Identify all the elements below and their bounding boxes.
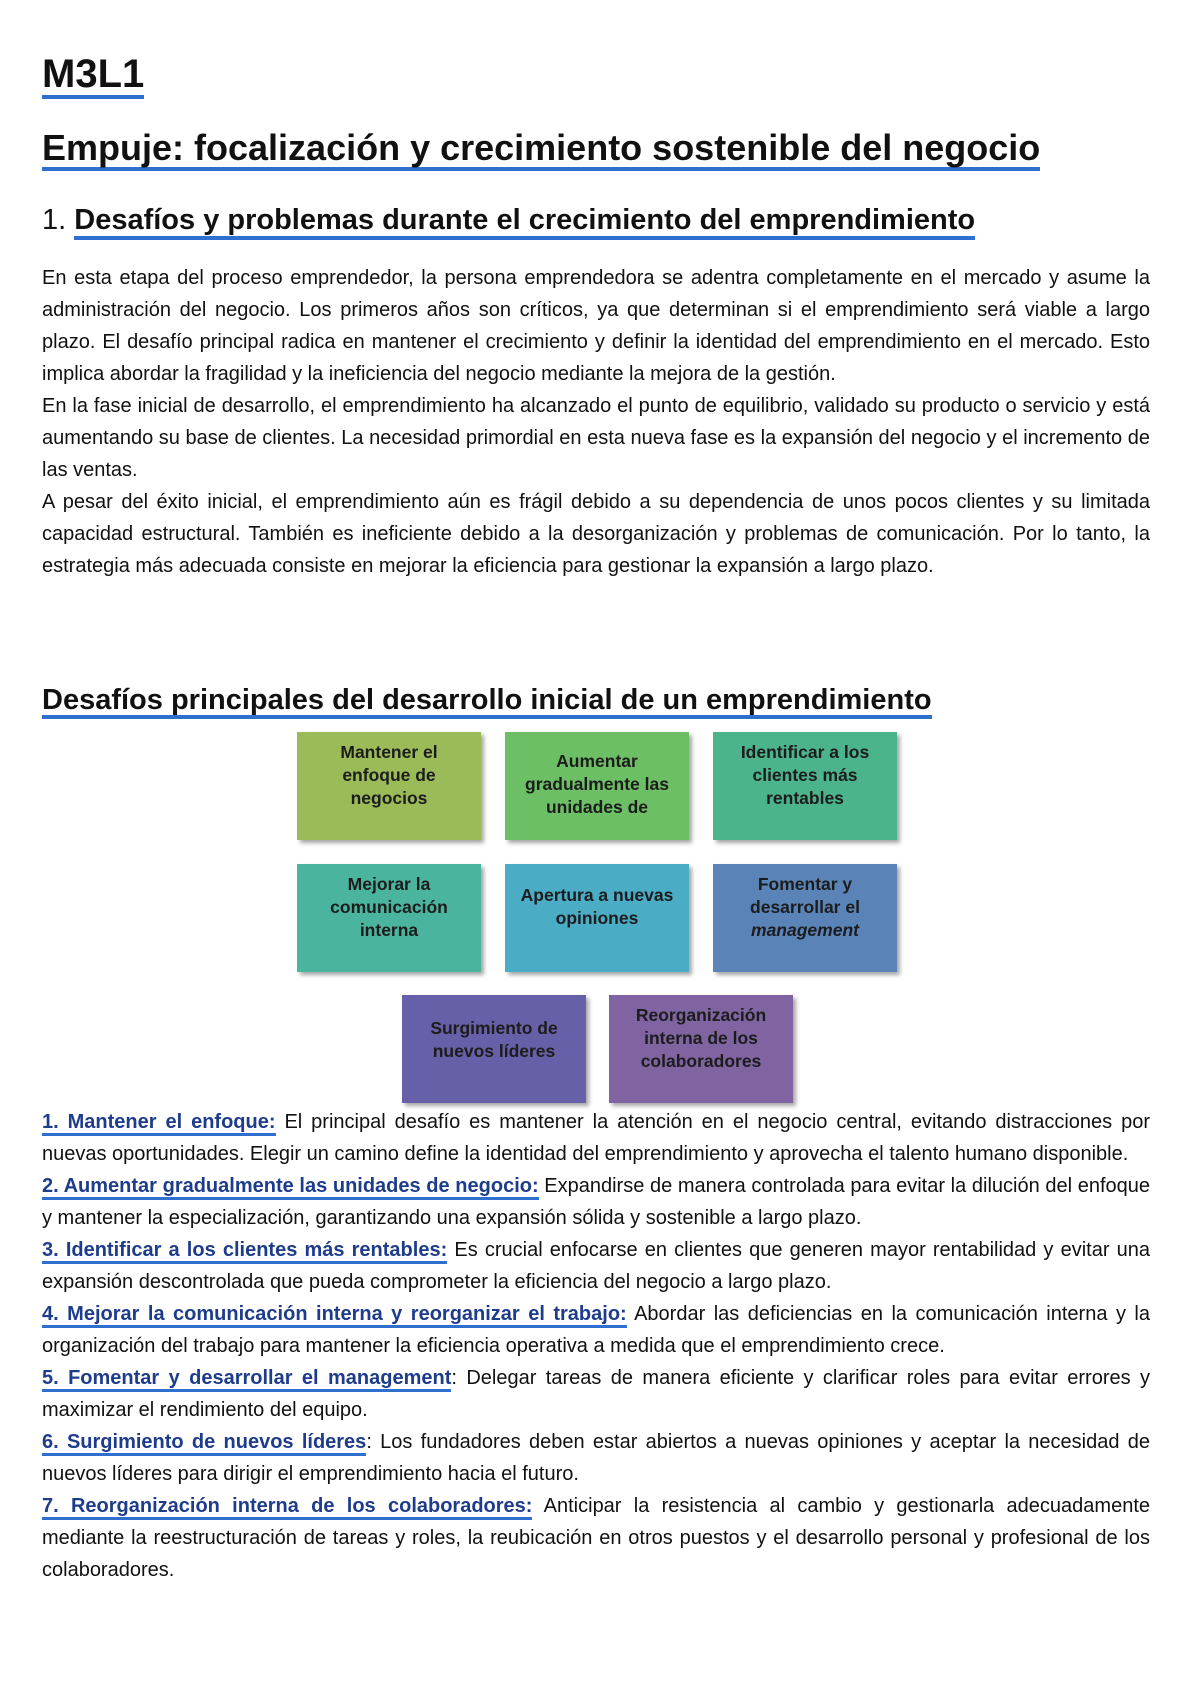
- list-item-label: 4. Mejorar la comunicación interna y reorganizar el trabajo:: [42, 1303, 627, 1328]
- challenges-diagram: [42, 730, 1150, 1102]
- challenges-list: [42, 1106, 1150, 1586]
- diagram-box-reorganization: Reorganización interna de los colaboradores: [609, 995, 793, 1103]
- diagram-box-profitable-clients: Identificar a los clientes más rentables: [713, 732, 897, 840]
- diagram-box-focus: Mantener el enfoque de negocios: [297, 732, 481, 840]
- list-item-label: 2. Aumentar gradualmente las unidades de negocio:: [42, 1175, 539, 1200]
- intro-paragraph: En la fase inicial de desarrollo, el emprendimiento ha alcanzado el punto de equilibrio, validado su producto o servicio y está aumentando su base de clientes. La necesidad primordial en esta nueva fase es la expansión del negocio y el incremento de las ventas.: [42, 395, 1150, 481]
- diagram-box-management: Fomentar y desarrollar el management: [713, 864, 897, 972]
- diagram-box-business-units: Aumentar gradualmente las unidades de: [505, 732, 689, 840]
- list-item: 6. Surgimiento de nuevos líderes: Los fundadores deben estar abiertos a nuevas opiniones y aceptar la necesidad de nuevos líderes para dirigir el emprendimiento hacia el futuro.: [42, 1431, 1150, 1485]
- list-item-label: 1. Mantener el enfoque:: [42, 1111, 276, 1136]
- list-item-label: 6. Surgimiento de nuevos líderes: [42, 1431, 366, 1456]
- document-id: M3L1: [42, 52, 144, 99]
- diagram-box-communication: Mejorar la comunicación interna: [297, 864, 481, 972]
- section-1-number: 1.: [42, 204, 67, 236]
- list-item: 5. Fomentar y desarrollar el management: Delegar tareas de manera eficiente y clarificar roles para evitar errores y maximizar el rendimiento del equipo.: [42, 1367, 1150, 1421]
- section-2-title: Desafíos principales del desarrollo inicial de un emprendimiento: [42, 684, 932, 719]
- list-item-label: 7. Reorganización interna de los colaboradores:: [42, 1495, 532, 1520]
- section-1-title: [42, 204, 975, 237]
- list-item: 3. Identificar a los clientes más rentables: Es crucial enfocarse en clientes que generen mayor rentabilidad y evitar una expansión descontrolada que pueda comprometer la eficiencia del negocio a largo plazo.: [42, 1239, 1150, 1293]
- intro-paragraph: En esta etapa del proceso emprendedor, la persona emprendedora se adentra completamente en el mercado y asume la administración del negocio. Los primeros años son críticos, ya que determinan si el emprendimiento será viable a largo plazo. El desafío principal radica en mantener el crecimiento y definir la identidad del emprendimiento en el mercado. Esto implica abordar la fragilidad y la ineficiencia del negocio mediante la mejora de la gestión.: [42, 267, 1150, 385]
- list-item-label: 3. Identificar a los clientes más rentables:: [42, 1239, 447, 1264]
- list-item-label: 5. Fomentar y desarrollar el management: [42, 1367, 451, 1392]
- list-item: 4. Mejorar la comunicación interna y reorganizar el trabajo: Abordar las deficiencias en la comunicación interna y la organización del trabajo para mantener la eficiencia operativa a medida que el emprendimiento crece.: [42, 1303, 1150, 1357]
- main-title: Empuje: focalización y crecimiento sostenible del negocio: [42, 127, 1040, 171]
- list-item: 7. Reorganización interna de los colaboradores: Anticipar la resistencia al cambio y gestionarla adecuadamente mediante la reestructuración de tareas y roles, la reubicación en otros puestos y el desarrollo personal y profesional de los colaboradores.: [42, 1495, 1151, 1581]
- section-1-heading: Desafíos y problemas durante el crecimiento del emprendimiento: [74, 204, 975, 240]
- diagram-box-new-opinions: Apertura a nuevas opiniones: [505, 864, 689, 972]
- diagram-box-new-leaders: Surgimiento de nuevos líderes: [402, 995, 586, 1103]
- intro-text: [42, 262, 1150, 582]
- list-item: 2. Aumentar gradualmente las unidades de negocio: Expandirse de manera controlada para evitar la dilución del enfoque y mantener la especialización, garantizando una expansión sólida y sostenible a largo plazo.: [42, 1175, 1150, 1229]
- intro-paragraph: A pesar del éxito inicial, el emprendimiento aún es frágil debido a su dependencia de unos pocos clientes y su limitada capacidad estructural. También es ineficiente debido a la desorganización y problemas de comunicación. Por lo tanto, la estrategia más adecuada consiste en mejorar la eficiencia para gestionar la expansión a largo plazo.: [42, 491, 1150, 577]
- list-item: 1. Mantener el enfoque: El principal desafío es mantener la atención en el negocio central, evitando distracciones por nuevas oportunidades. Elegir un camino define la identidad del emprendimiento y aprovecha el talento humano disponible.: [42, 1111, 1150, 1165]
- management-emphasis: management: [751, 920, 859, 940]
